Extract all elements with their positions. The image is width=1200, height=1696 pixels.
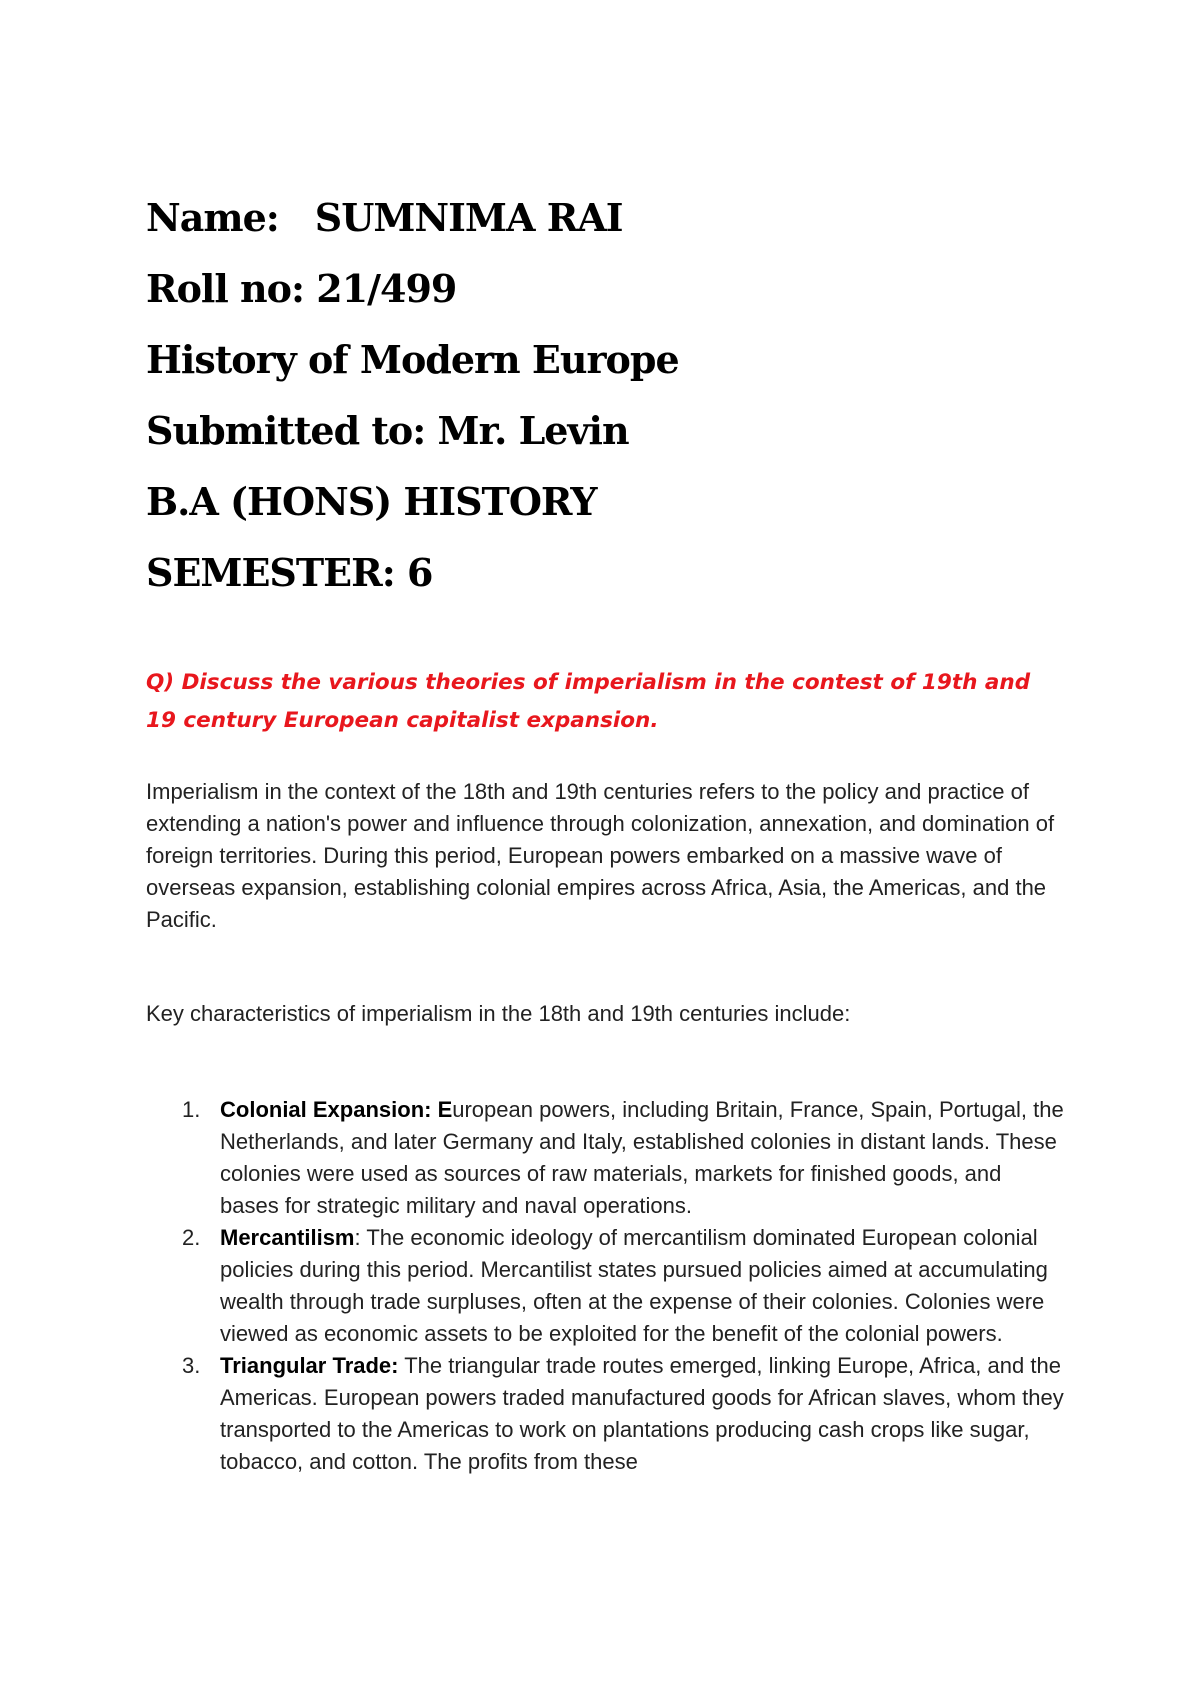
list-item-text: The triangular trade routes emerged, linking Europe, Africa, and the Americas. European powers traded manufactured goods for African slaves, whom they transported to the Americas to work on plantations producing cash crops like sugar, tobacco, and cotton. The profits from these: [220, 1353, 1064, 1474]
name-line: [146, 182, 1106, 253]
course-title: History of Modern Europe: [146, 337, 679, 382]
list-item-number: 1.: [182, 1097, 201, 1122]
list-item-term: Mercantilism: [220, 1225, 355, 1250]
list-item-term: Triangular Trade:: [220, 1353, 399, 1378]
key-characteristics-intro: Key characteristics of imperialism in the 18th and 19th centuries include:: [146, 1001, 851, 1026]
list-item-number: 2.: [182, 1225, 201, 1250]
list-item-text: uropean powers, including Britain, France, Spain, Portugal, the Netherlands, and later Germany and Italy, established colonies in distant lands. These colonies were used as sources of raw materials, markets for finished goods, and bases for strategic military and naval operations.: [220, 1097, 1064, 1218]
student-info-header: [146, 182, 1106, 608]
list-item-number: 3.: [182, 1353, 201, 1378]
characteristics-list: [146, 1094, 1066, 1478]
intro-paragraph: Imperialism in the context of the 18th and 19th centuries refers to the policy and practice of extending a nation's power and influence through colonization, annexation, and domination of foreign territories. During this period, European powers embarked on a massive wave of overseas expansion, establishing colonial empires across Africa, Asia, the Americas, and the Pacific.: [146, 779, 1055, 932]
question-heading: [146, 664, 1046, 740]
list-item-text: : The economic ideology of mercantilism dominated European colonial policies during this period. Mercantilist states pursued policies aimed at accumulating wealth through trade surpluses, often at the expense of their colonies. Colonies were viewed as economic assets to be exploited for the benefit of the colonial powers.: [220, 1225, 1048, 1346]
semester: SEMESTER: 6: [146, 550, 433, 595]
question-line-2: 19 century European capitalist expansion.: [146, 708, 659, 733]
name-label: Name:: [146, 195, 279, 240]
submitted-to: Submitted to: Mr. Levin: [146, 408, 629, 453]
student-name: SUMNIMA RAI: [314, 195, 623, 240]
list-item: [146, 1094, 1066, 1222]
question-line-1: Q) Discuss the various theories of imperialism in the contest of 19th and: [146, 670, 1031, 695]
roll-number: Roll no: 21/499: [146, 266, 457, 311]
list-item: [146, 1222, 1066, 1350]
list-item: [146, 1350, 1066, 1478]
program: B.A (HONS) HISTORY: [146, 479, 597, 524]
list-item-term: Colonial Expansion: E: [220, 1097, 453, 1122]
